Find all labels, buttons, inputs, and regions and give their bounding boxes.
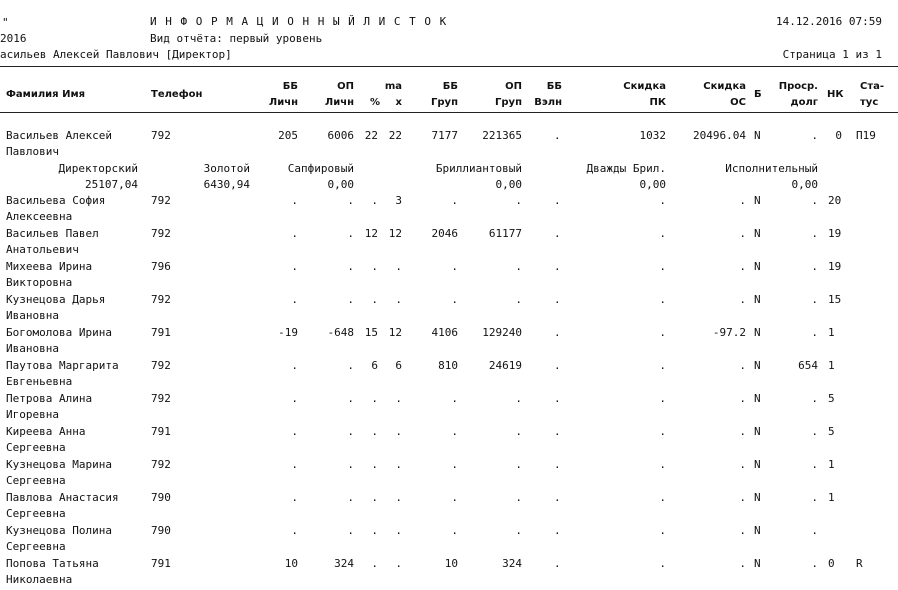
- cell-disc-os: .: [739, 293, 746, 306]
- col-b: Б: [754, 89, 762, 100]
- cell-bb-grp: 810: [438, 359, 458, 372]
- cell-pct: .: [371, 392, 378, 405]
- cell-nk: 20: [828, 194, 842, 207]
- cell-op-pers: .: [347, 491, 354, 504]
- cell-name-1: Кузнецова Марина: [6, 458, 112, 471]
- cell-bb-grp: .: [451, 260, 458, 273]
- cell-bb-pers: .: [291, 524, 298, 537]
- col-op-pers-1: ОП: [337, 81, 354, 92]
- col-phone: Телефон: [151, 89, 203, 100]
- cell-disc-os: .: [739, 392, 746, 405]
- header-top-rule: [0, 66, 898, 67]
- col-bb-vol-1: ББ: [546, 81, 562, 92]
- cell-disc-os: .: [739, 425, 746, 438]
- cell-max: .: [395, 557, 402, 570]
- cell-pct: .: [371, 425, 378, 438]
- cell-bb-grp: .: [451, 293, 458, 306]
- cell-disc-os: .: [739, 524, 746, 537]
- cell-bb-pers: .: [291, 194, 298, 207]
- cell-bb-pers: .: [291, 260, 298, 273]
- cell-bb-vol: .: [554, 392, 561, 405]
- cell-phone: 791: [151, 557, 171, 570]
- cell-bb-vol: .: [554, 326, 561, 339]
- col-disc-os-2: ОС: [730, 97, 746, 108]
- col-disc-pk-2: ПК: [649, 97, 666, 108]
- cell-b: N: [754, 359, 761, 372]
- col-disc-os-1: Скидка: [703, 81, 746, 92]
- cell-bb-vol: .: [554, 524, 561, 537]
- bonus-label: Директорский: [58, 162, 138, 175]
- cell-overdue: .: [811, 557, 818, 570]
- cell-max: .: [395, 392, 402, 405]
- cell-name-1: Попова Татьяна: [6, 557, 99, 570]
- cell-bb-vol: .: [554, 425, 561, 438]
- cell-name-1: Павлова Анастасия: [6, 491, 119, 504]
- col-max-1: ma: [384, 81, 402, 92]
- director-op-grp: 221365: [482, 129, 522, 142]
- cell-name-2: Сергеевна: [6, 441, 66, 454]
- cell-disc-os: .: [739, 557, 746, 570]
- director-pct: 22: [364, 129, 378, 142]
- cell-name-1: Петрова Алина: [6, 392, 93, 405]
- director-overdue: .: [811, 129, 818, 142]
- cell-max: 12: [388, 227, 402, 240]
- cell-overdue: 654: [798, 359, 818, 372]
- col-max-2: х: [395, 97, 402, 108]
- report-datetime: 14.12.2016 07:59: [776, 15, 882, 28]
- cell-bb-pers: .: [291, 293, 298, 306]
- bonus-value: 0,00: [327, 178, 354, 191]
- col-op-pers-2: Личн: [324, 97, 354, 108]
- cell-bb-pers: .: [291, 227, 298, 240]
- col-overdue-1: Проср.: [778, 81, 818, 92]
- cell-disc-pk: .: [659, 392, 666, 405]
- cell-name-2: Игоревна: [6, 408, 59, 421]
- director-nk: 0: [835, 129, 842, 142]
- cell-bb-grp: .: [451, 425, 458, 438]
- cell-phone: 796: [151, 260, 171, 273]
- cell-disc-os: .: [739, 359, 746, 372]
- cell-name-1: Михеева Ирина: [6, 260, 93, 273]
- bonus-value: 0,00: [639, 178, 666, 191]
- director-disc-os: 20496.04: [693, 129, 746, 142]
- cell-op-grp: 61177: [488, 227, 522, 240]
- bonus-label: Бриллиантовый: [435, 162, 522, 175]
- cell-nk: 15: [828, 293, 842, 306]
- bonus-value: 25107,04: [85, 178, 138, 191]
- report-year: 2016: [0, 32, 27, 45]
- cell-nk: 5: [828, 425, 835, 438]
- cell-b: N: [754, 326, 761, 339]
- cell-b: N: [754, 260, 761, 273]
- cell-name-2: Алексеевна: [6, 210, 73, 223]
- cell-phone: 791: [151, 326, 171, 339]
- cell-disc-pk: .: [659, 194, 666, 207]
- cell-name-1: Богомолова Ирина: [6, 326, 112, 339]
- cell-b: N: [754, 491, 761, 504]
- cell-max: .: [395, 524, 402, 537]
- cell-pct: .: [371, 458, 378, 471]
- header-bottom-rule: [0, 112, 898, 113]
- cell-op-grp: 129240: [482, 326, 522, 339]
- cell-bb-grp: 2046: [431, 227, 458, 240]
- cell-op-grp: 24619: [488, 359, 522, 372]
- cell-max: 6: [395, 359, 402, 372]
- cell-bb-vol: .: [554, 260, 561, 273]
- cell-bb-vol: .: [554, 194, 561, 207]
- cell-bb-pers: .: [291, 359, 298, 372]
- cell-nk: 1: [828, 326, 835, 339]
- cell-bb-vol: .: [554, 458, 561, 471]
- cell-name-2: Викторовна: [6, 276, 73, 289]
- cell-disc-pk: .: [659, 425, 666, 438]
- bonus-value: 6430,94: [203, 178, 250, 191]
- director-name: Васильев Алексей: [6, 129, 112, 142]
- cell-disc-pk: .: [659, 260, 666, 273]
- col-status-2: тус: [860, 97, 879, 108]
- cell-bb-grp: .: [451, 524, 458, 537]
- cell-disc-pk: .: [659, 458, 666, 471]
- cell-b: N: [754, 194, 761, 207]
- cell-disc-pk: .: [659, 491, 666, 504]
- cell-phone: 790: [151, 491, 171, 504]
- bonus-label: Золотой: [203, 162, 250, 175]
- cell-b: N: [754, 557, 761, 570]
- cell-bb-grp: .: [451, 491, 458, 504]
- cell-overdue: .: [811, 260, 818, 273]
- director-phone: 792: [151, 129, 171, 142]
- cell-pct: 12: [364, 227, 378, 240]
- cell-bb-grp: 10: [444, 557, 458, 570]
- cell-name-1: Паутова Маргарита: [6, 359, 119, 372]
- cell-name-2: Евгеньевна: [6, 375, 73, 388]
- cell-op-grp: .: [515, 392, 522, 405]
- cell-bb-vol: .: [554, 359, 561, 372]
- cell-max: .: [395, 293, 402, 306]
- col-overdue-2: долг: [790, 97, 818, 108]
- cell-nk: 1: [828, 359, 835, 372]
- cell-overdue: .: [811, 491, 818, 504]
- cell-b: N: [754, 524, 761, 537]
- cell-name-2: Анатольевич: [6, 243, 79, 256]
- cell-phone: 791: [151, 425, 171, 438]
- col-bb-grp-1: ББ: [442, 81, 458, 92]
- cell-overdue: .: [811, 227, 818, 240]
- cell-op-grp: .: [515, 491, 522, 504]
- cell-disc-pk: .: [659, 227, 666, 240]
- cell-max: .: [395, 425, 402, 438]
- page-counter: Страница 1 из 1: [782, 48, 882, 61]
- cell-op-pers: .: [347, 194, 354, 207]
- cell-disc-os: .: [739, 260, 746, 273]
- cell-name-1: Кузнецова Дарья: [6, 293, 106, 306]
- cell-name-2: Сергеевна: [6, 540, 66, 553]
- cell-max: 3: [395, 194, 402, 207]
- cell-disc-pk: .: [659, 524, 666, 537]
- cell-name-2: Ивановна: [6, 309, 59, 322]
- cell-max: .: [395, 260, 402, 273]
- cell-max: .: [395, 491, 402, 504]
- col-bb-pers-2: Личн: [268, 97, 298, 108]
- director-status: П19: [856, 129, 876, 142]
- cell-op-pers: .: [347, 524, 354, 537]
- cell-bb-vol: .: [554, 491, 561, 504]
- cell-name-2: Сергеевна: [6, 507, 66, 520]
- cell-name-1: Киреева Анна: [6, 425, 86, 438]
- col-bb-grp-2: Груп: [431, 97, 458, 108]
- cell-status: R: [856, 557, 863, 570]
- cell-bb-vol: .: [554, 227, 561, 240]
- col-bb-vol-2: Вэлн: [534, 97, 562, 108]
- cell-bb-pers: .: [291, 425, 298, 438]
- cell-name-2: Николаевна: [6, 573, 73, 586]
- cell-overdue: .: [811, 392, 818, 405]
- cell-pct: .: [371, 293, 378, 306]
- col-nk: НК: [827, 89, 844, 100]
- director-bb-vol: .: [554, 129, 561, 142]
- col-disc-pk-1: Скидка: [623, 81, 666, 92]
- cell-bb-pers: -19: [278, 326, 298, 339]
- cell-b: N: [754, 293, 761, 306]
- cell-nk: 19: [828, 260, 842, 273]
- cell-phone: 792: [151, 194, 171, 207]
- cell-bb-grp: .: [451, 194, 458, 207]
- cell-bb-grp: 4106: [431, 326, 458, 339]
- cell-overdue: .: [811, 293, 818, 306]
- cell-op-grp: 324: [502, 557, 522, 570]
- cell-disc-os: .: [739, 227, 746, 240]
- cell-phone: 792: [151, 392, 171, 405]
- cell-pct: .: [371, 524, 378, 537]
- cell-nk: 0: [828, 557, 835, 570]
- report-person: асильев Алексей Павлович [Директор]: [0, 48, 232, 61]
- director-bb-grp: 7177: [431, 129, 458, 142]
- cell-op-grp: .: [515, 524, 522, 537]
- cell-op-pers: .: [347, 227, 354, 240]
- cell-bb-pers: .: [291, 491, 298, 504]
- cell-bb-vol: .: [554, 293, 561, 306]
- cell-disc-pk: .: [659, 326, 666, 339]
- cell-disc-os: -97.2: [712, 326, 746, 339]
- cell-op-pers: .: [347, 359, 354, 372]
- cell-nk: 1: [828, 458, 835, 471]
- cell-bb-grp: .: [451, 392, 458, 405]
- bonus-value: 0,00: [791, 178, 818, 191]
- col-pct: %: [369, 97, 381, 108]
- cell-op-pers: -648: [327, 326, 354, 339]
- cell-op-grp: .: [515, 194, 522, 207]
- cell-op-grp: .: [515, 425, 522, 438]
- bonus-label: Сапфировый: [287, 162, 354, 175]
- cell-name-1: Кузнецова Полина: [6, 524, 112, 537]
- cell-phone: 792: [151, 359, 171, 372]
- bonus-value: 0,00: [495, 178, 522, 191]
- cell-bb-grp: .: [451, 458, 458, 471]
- cell-b: N: [754, 227, 761, 240]
- cell-disc-os: .: [739, 491, 746, 504]
- cell-b: N: [754, 392, 761, 405]
- cell-op-pers: .: [347, 458, 354, 471]
- cell-bb-pers: .: [291, 392, 298, 405]
- cell-op-grp: .: [515, 458, 522, 471]
- cell-pct: .: [371, 260, 378, 273]
- cell-nk: 19: [828, 227, 842, 240]
- cell-name-1: Васильева София: [6, 194, 106, 207]
- cell-b: N: [754, 425, 761, 438]
- cell-max: .: [395, 458, 402, 471]
- cell-overdue: .: [811, 524, 818, 537]
- col-bb-pers-1: ББ: [282, 81, 298, 92]
- director-op-pers: 6006: [327, 129, 354, 142]
- col-status-1: Ста-: [860, 81, 885, 92]
- cell-bb-vol: .: [554, 557, 561, 570]
- col-name: Фамилия Имя: [6, 89, 86, 100]
- cell-op-pers: .: [347, 392, 354, 405]
- cell-name-1: Васильев Павел: [6, 227, 99, 240]
- report-title: И Н Ф О Р М А Ц И О Н Н Ы Й Л И С Т О К: [150, 15, 448, 28]
- cell-pct: 15: [364, 326, 378, 339]
- cell-disc-pk: .: [659, 359, 666, 372]
- cell-op-pers: .: [347, 425, 354, 438]
- col-op-grp-1: ОП: [505, 81, 522, 92]
- cell-overdue: .: [811, 425, 818, 438]
- cell-phone: 792: [151, 227, 171, 240]
- cell-phone: 790: [151, 524, 171, 537]
- cell-max: 12: [388, 326, 402, 339]
- cell-bb-pers: .: [291, 458, 298, 471]
- cell-op-pers: .: [347, 260, 354, 273]
- cell-pct: 6: [371, 359, 378, 372]
- cell-name-2: Сергеевна: [6, 474, 66, 487]
- cell-disc-pk: .: [659, 293, 666, 306]
- cell-overdue: .: [811, 194, 818, 207]
- bonus-label: Дважды Брил.: [586, 162, 666, 175]
- cell-overdue: .: [811, 326, 818, 339]
- cell-op-grp: .: [515, 260, 522, 273]
- report-type: Вид отчёта: первый уровень: [150, 32, 323, 45]
- quote-mark: ": [2, 16, 9, 29]
- director-bb-pers: 205: [278, 129, 298, 142]
- cell-op-grp: .: [515, 293, 522, 306]
- bonus-label: Исполнительный: [725, 162, 818, 175]
- cell-phone: 792: [151, 293, 171, 306]
- cell-b: N: [754, 458, 761, 471]
- director-name-2: Павлович: [6, 145, 59, 158]
- cell-op-pers: 324: [334, 557, 354, 570]
- cell-disc-os: .: [739, 458, 746, 471]
- cell-nk: 1: [828, 491, 835, 504]
- cell-nk: 5: [828, 392, 835, 405]
- col-op-grp-2: Груп: [495, 97, 522, 108]
- cell-disc-pk: .: [659, 557, 666, 570]
- cell-overdue: .: [811, 458, 818, 471]
- cell-op-pers: .: [347, 293, 354, 306]
- cell-bb-pers: 10: [284, 557, 298, 570]
- cell-disc-os: .: [739, 194, 746, 207]
- director-disc-pk: 1032: [639, 129, 666, 142]
- cell-phone: 792: [151, 458, 171, 471]
- director-max: 22: [388, 129, 402, 142]
- director-b: N: [754, 129, 761, 142]
- cell-pct: .: [371, 491, 378, 504]
- cell-name-2: Ивановна: [6, 342, 59, 355]
- cell-pct: .: [371, 194, 378, 207]
- cell-pct: .: [371, 557, 378, 570]
